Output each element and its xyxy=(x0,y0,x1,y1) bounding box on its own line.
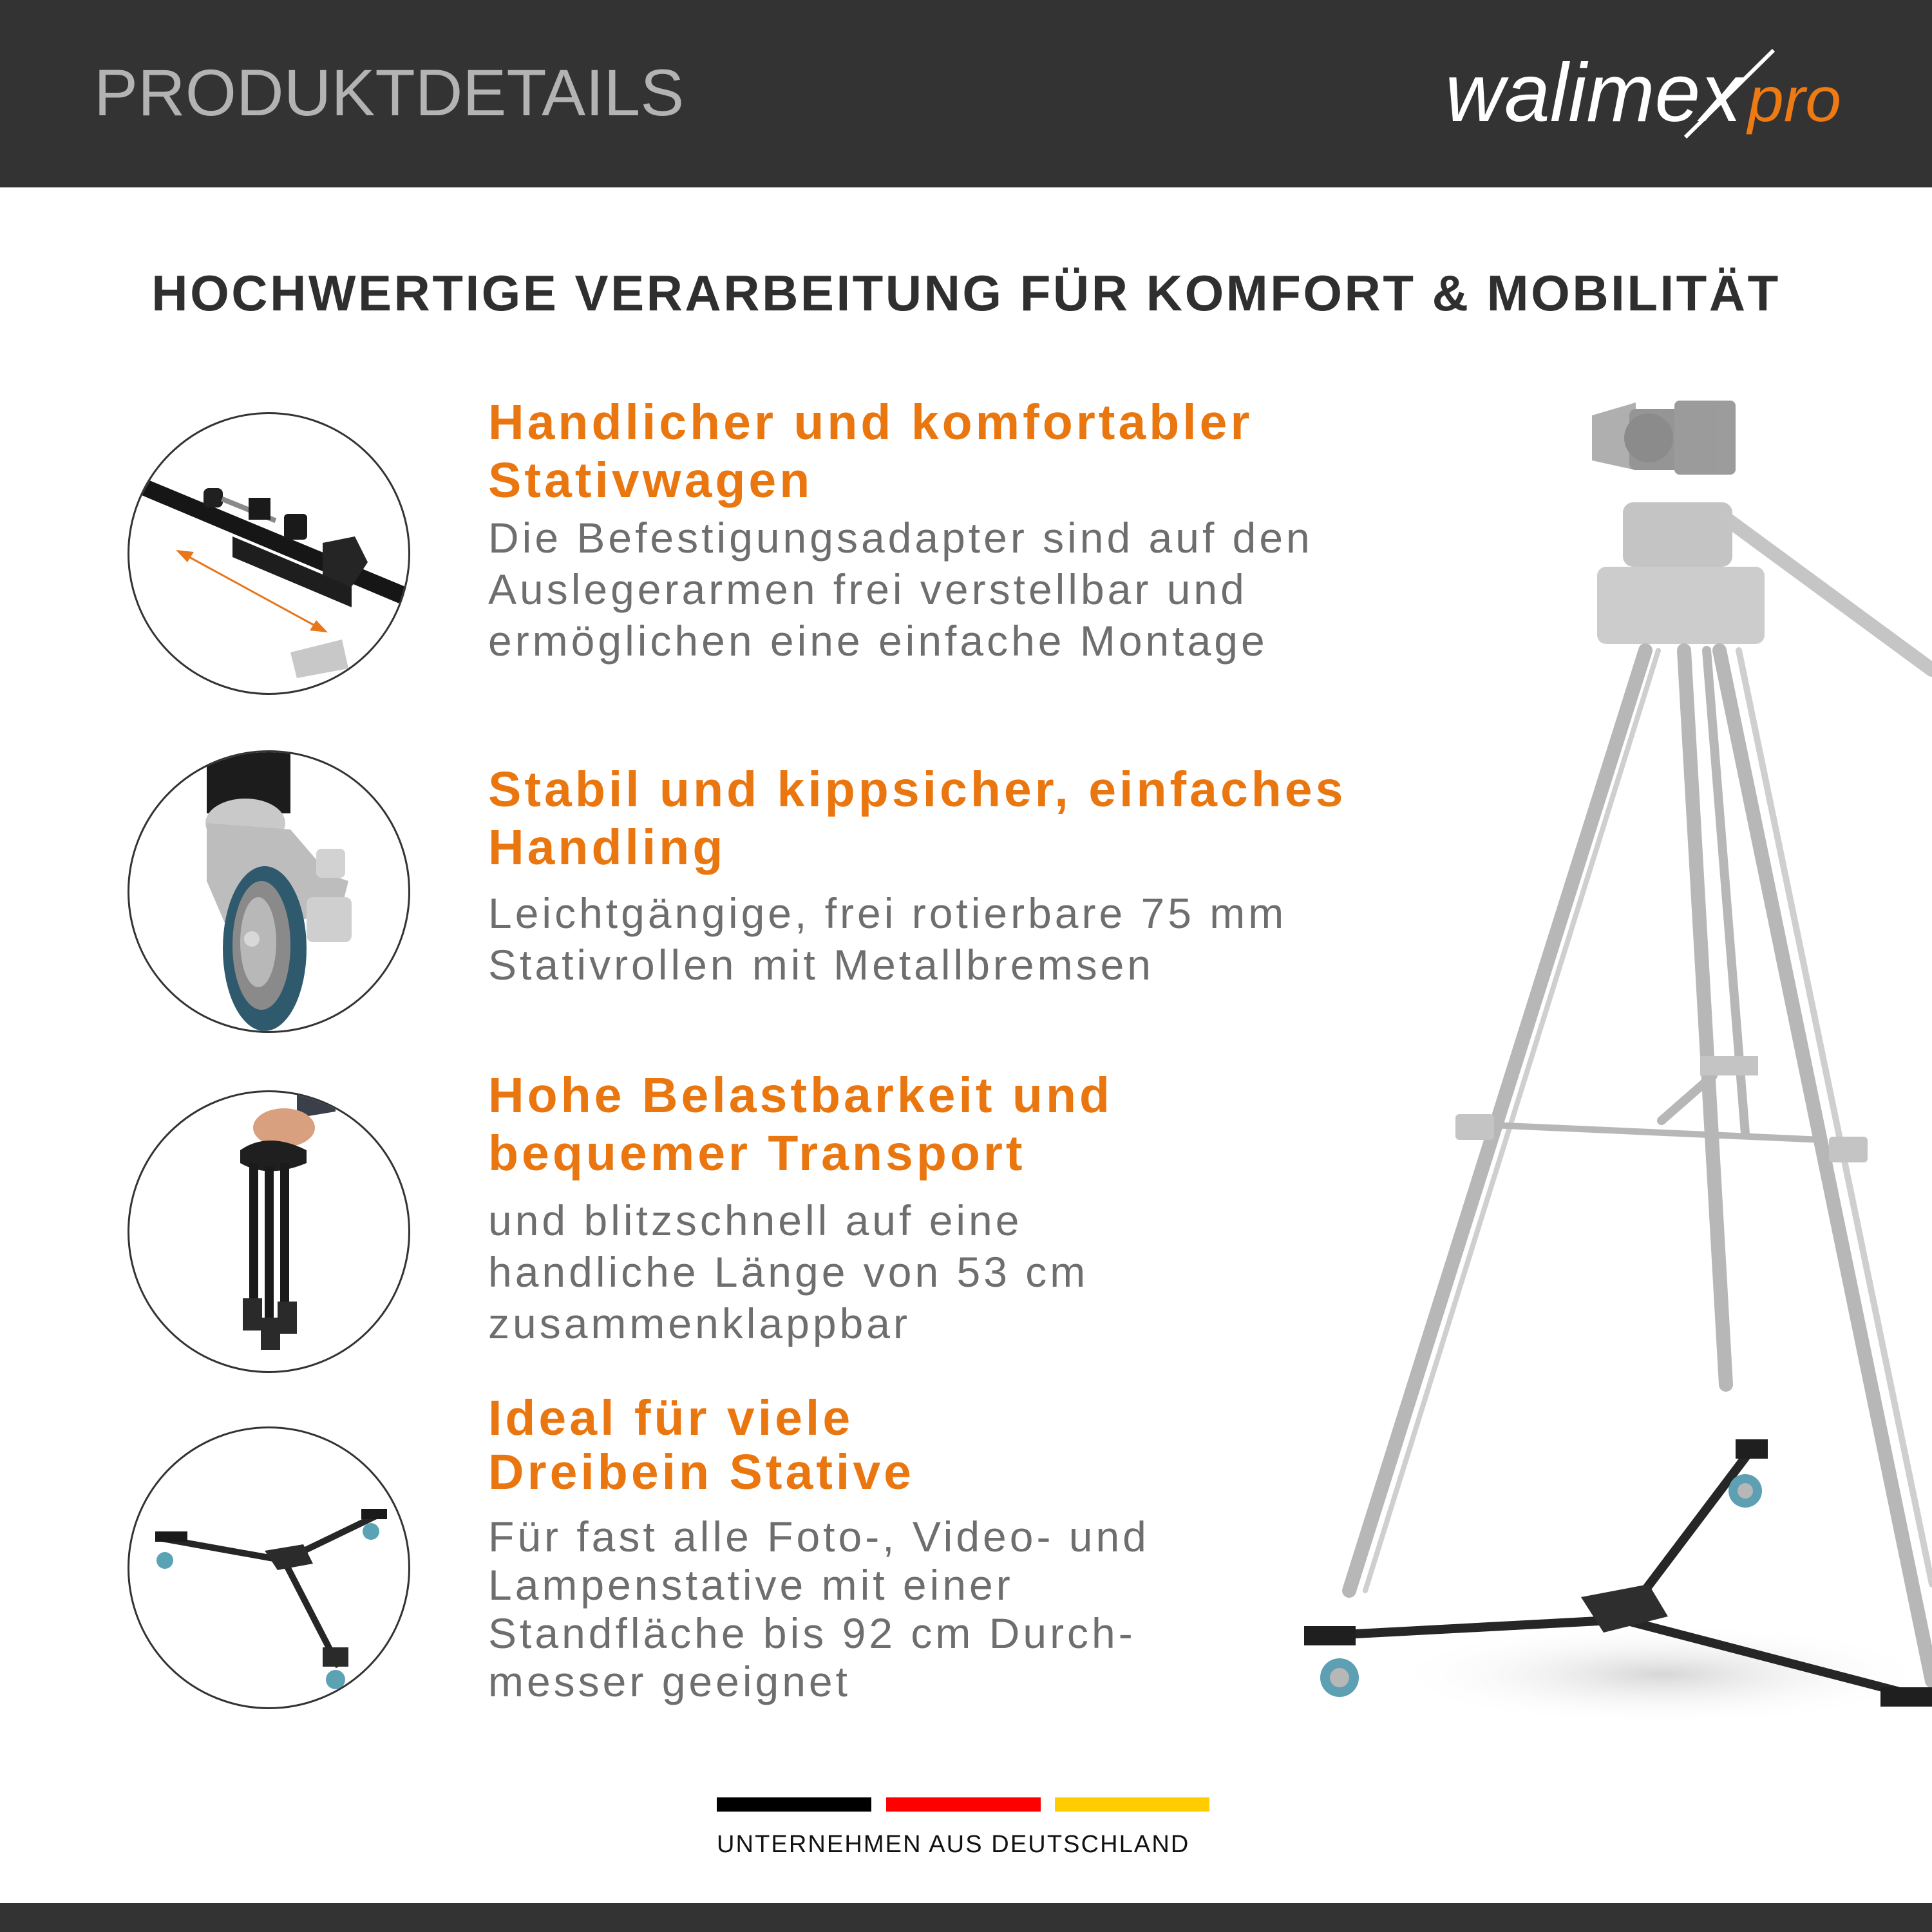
feature-title: Ideal für viele Dreibein Stative xyxy=(488,1390,914,1500)
hero-tripod-dolly-image xyxy=(1262,374,1932,1790)
folded-dolly-photo-icon xyxy=(129,1092,408,1371)
feature-title: Hohe Belastbarkeit und bequemer Transport xyxy=(488,1068,1113,1181)
logo-suffix-text: pro xyxy=(1745,64,1841,135)
flag-bar-gold xyxy=(1055,1797,1209,1812)
thumbnail-folded-dolly xyxy=(128,1090,410,1373)
adapter-clamp-photo-icon xyxy=(129,414,408,693)
feature-description: Für fast alle Foto-, Video- und Lampenstative mit einer Standfläche bis 92 cm Durch- messer geeignet xyxy=(488,1513,1150,1705)
caster-wheel-photo-icon xyxy=(129,752,408,1031)
page-title: PRODUKTDETAILS xyxy=(94,56,685,129)
section-heading: HOCHWERTIGE VERARBEITUNG FÜR KOMFORT & MOBILITÄT xyxy=(151,265,1781,321)
header-bar xyxy=(0,0,1932,187)
feature-description: Die Befestigungsadapter sind auf den Auslegerarmen frei verstellbar und ermöglichen eine einfache Montage xyxy=(488,514,1313,665)
thumbnail-caster-wheel xyxy=(128,750,410,1033)
company-tagline: UNTERNEHMEN AUS DEUTSCHLAND xyxy=(717,1831,1190,1858)
feature-title: Handlicher und komfortabler Stativwagen xyxy=(488,395,1253,508)
thumbnail-adapter-clamp xyxy=(128,412,410,695)
feature-description: Leichtgängige, frei rotierbare 75 mm Stativrollen mit Metallbremsen xyxy=(488,889,1287,989)
logo-brand-text: walimex xyxy=(1445,47,1744,139)
walimex-pro-logo xyxy=(1436,39,1861,148)
flag-bar-red xyxy=(886,1797,1041,1812)
footer-bar xyxy=(0,1903,1932,1932)
feature-description: und blitzschnell auf eine handliche Länge von 53 cm zusammenklappbar xyxy=(488,1197,1089,1347)
feature-title: Stabil und kippsicher, einfaches Handling xyxy=(488,762,1347,875)
thumbnail-dolly-top-view xyxy=(128,1426,410,1709)
flag-bar-black xyxy=(717,1797,871,1812)
tripod-legs xyxy=(1349,650,1932,1681)
dolly-top-view-photo-icon xyxy=(129,1428,408,1707)
camera-icon xyxy=(1592,401,1736,475)
